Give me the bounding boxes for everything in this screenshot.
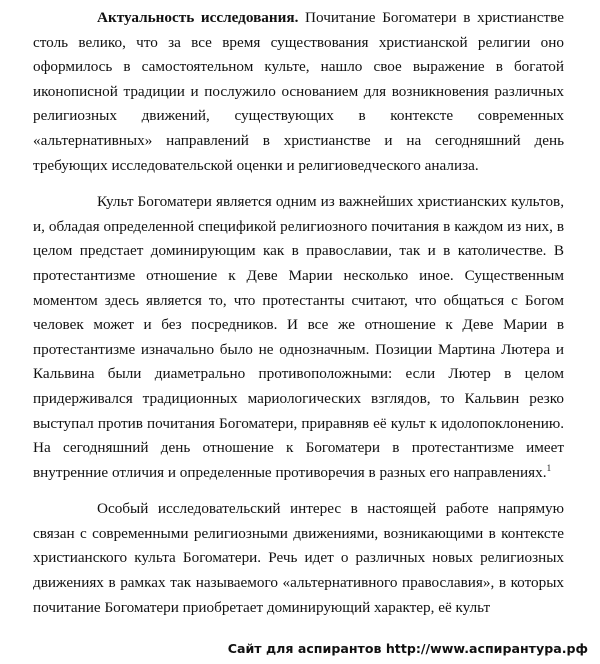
paragraph-text: Особый исследовательский интерес в настоящей работе напрямую связан с современными религиозными движениями, возникающими в контексте христианского культа Богоматери. Речь идет о различных новых религиозных движениях в рамках так называемого «альтернативного православия», в которых почитание Богоматери приобретает доминирующий характер, её культ: [33, 500, 564, 616]
footnote-marker[interactable]: 1: [546, 462, 552, 473]
document-page: [33, 6, 564, 620]
section-lead-heading: Актуальность исследования.: [97, 9, 299, 26]
site-watermark-banner: Сайт для аспирантов http://www.аспирантура.рф: [227, 641, 588, 656]
paragraph-research-interest: [33, 497, 564, 620]
paragraph-cult: [33, 190, 564, 485]
paragraph-relevance: [33, 6, 564, 178]
paragraph-text: Почитание Богоматери в христианстве столь велико, что за все время существования христианской религии оно оформилось в самостоятельном культе, нашло свое выражение в богатой иконописной традиции и послужило основанием для возникновения различных религиозных движений, существующих в контексте современных «альтернативных» направлений в христианстве и на сегодняшний день требующих исследовательской оценки и религиоведческого анализа.: [33, 9, 564, 174]
paragraph-text: Культ Богоматери является одним из важнейших христианских культов, и, обладая определенной спецификой религиозного почитания в каждом из них, в целом предстает доминирующим как в православии, так и в католичестве. В протестантизме отношение к Деве Марии несколько иное. Существенным моментом здесь является то, что протестанты считают, что общаться с Богом человек может и без посредников. И все же отношение к Деве Марии в протестантизме изначально было не однозначным. Позиции Мартина Лютера и Кальвина были диаметрально противоположными: если Лютер в целом придерживался традиционных мариологических взглядов, то Кальвин резко выступал против почитания Богоматери, приравняв её культ к идолопоклонению. На сегодняшний день отношение к Богоматери в протестантизме имеет внутренние отличия и определенные противоречия в разных его направлениях.: [33, 193, 564, 481]
